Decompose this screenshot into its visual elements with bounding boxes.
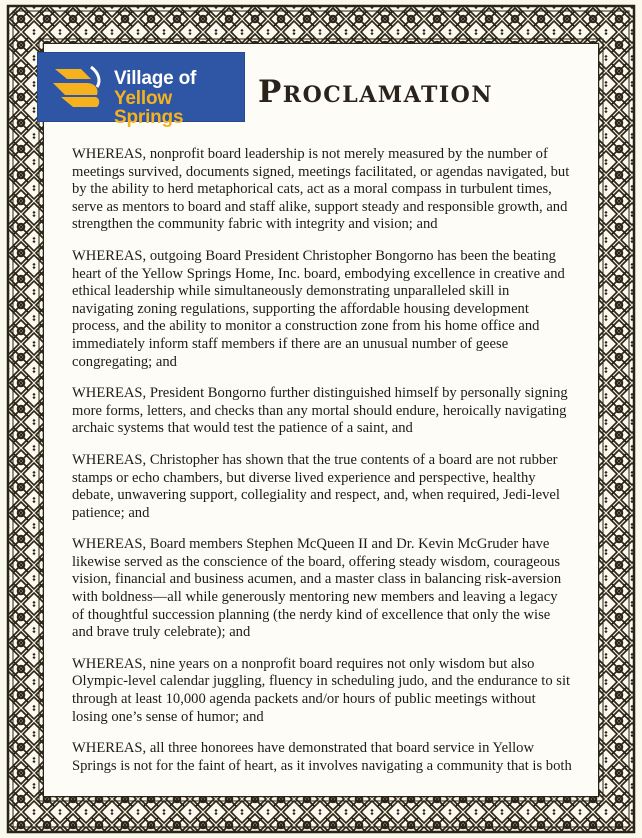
whereas-paragraph: WHEREAS, nine years on a nonprofit board requires not only wisdom but also Olympic-level calendar juggling, fluency in scheduling judo, and the endurance to sit through at least 10,000 agenda packets and/or hours of public meetings without losing one’s sense of humor; and xyxy=(72,655,571,725)
logo-line-village: Village of xyxy=(114,68,197,89)
whereas-paragraph: WHEREAS, nonprofit board leadership is not merely measured by the number of meetings survived, documents signed, meetings facilitated, or agendas navigated, but by the ability to herd metaphorical cats, act as a moral compass in turbulent times, serve as mentors to board and staff alike, support steady and responsible growth, and strengthen the community fabric with integrity and vision; and xyxy=(72,146,570,233)
whereas-paragraph: WHEREAS, President Bongorno further distinguished himself by personally signing more forms, letters, and checks than any mortal should endure, heroically navigating archaic systems that would test the patience of a saint, and xyxy=(72,385,568,437)
whereas-paragraph: WHEREAS, Board members Stephen McQueen II and Dr. Kevin McGruder have likewise served as the conscience of the board, offering steady wisdom, courageous vision, financial and business acumen, and a master class in balancing risk-aversion with boldness—all while generously mentoring new members and leaving a legacy of thoughtful succession planning (the nerdy kind of excellence that only the wise and brave truly celebrate); and xyxy=(72,536,562,641)
springs-wave-icon xyxy=(51,63,105,111)
page-title: Proclamation xyxy=(258,74,493,110)
logo-line-yellow-springs: Yellow Springs xyxy=(114,88,184,128)
whereas-paragraph: WHEREAS, outgoing Board President Christopher Bongorno has been the beating heart of the Yellow Springs Home, Inc. board, embodying excellence in creative and ethical leadership while simultaneously demonstrating unparalleled skill in navigating zoning regulations, supporting the affordable housing development process, and the ability to monitor a construction zone from his home office and immediately inform staff members if there are an unusual number of geese congregating; and xyxy=(72,247,565,370)
logo-text xyxy=(114,69,244,127)
whereas-paragraph: WHEREAS, all three honorees have demonstrated that board service in Yellow Springs is not for the faint of heart, as it involves navigating a community that is both xyxy=(72,740,572,774)
village-logo xyxy=(37,52,245,128)
proclamation-body xyxy=(72,146,572,789)
whereas-paragraph: WHEREAS, Christopher has shown that the true contents of a board are not rubber stamps or echo chambers, but diverse lived experience and perspective, healthy debate, unwavering support, collegiality and respect, and, when required, Jedi-level patience; and xyxy=(72,451,560,521)
